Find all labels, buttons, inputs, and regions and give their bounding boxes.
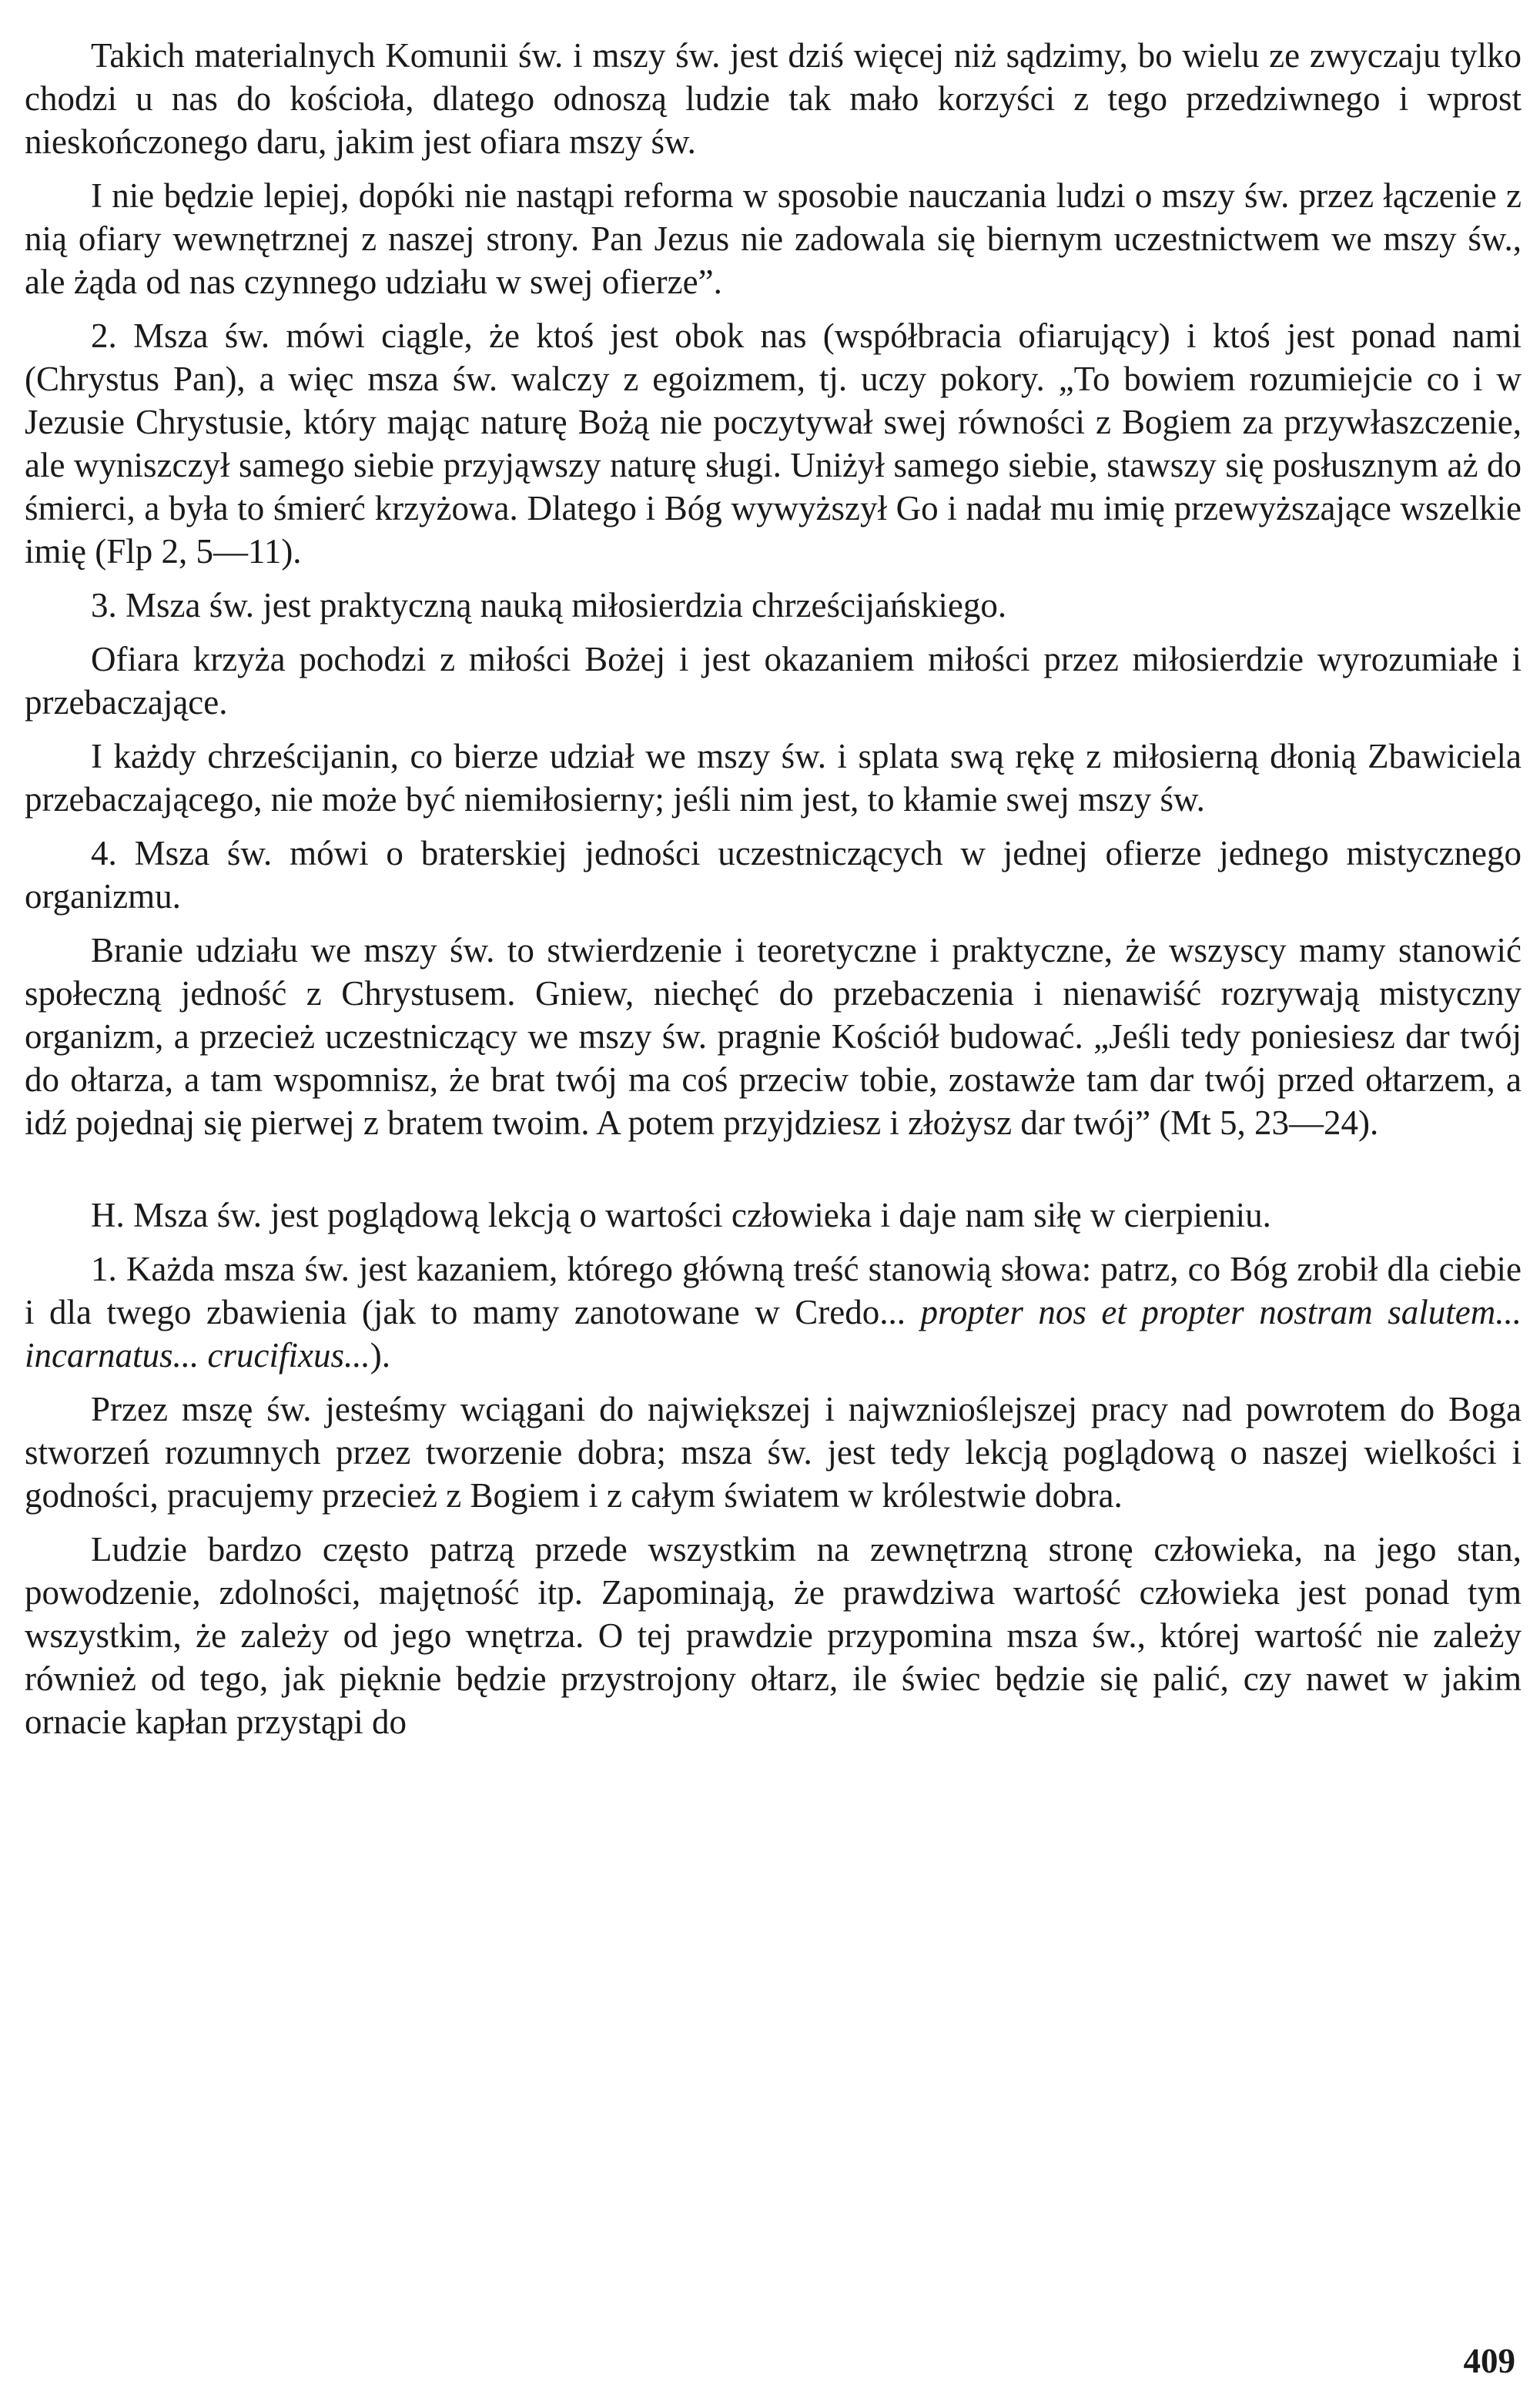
paragraph-1: Takich materialnych Komunii św. i mszy św. jest dziś więcej niż sądzimy, bo wielu ze zwyczaju tylko chodzi u nas do kościoła, dlatego odnoszą ludzie tak mało korzyści z tego przedziwnego i wprost nieskończonego daru, jakim jest ofiara mszy św. [25, 36, 1522, 161]
paragraph-8: Branie udziału we mszy św. to stwierdzenie i teoretyczne i praktyczne, że wszyscy mamy stanowić społeczną jedność z Chrystusem. Gniew, niechęć do przebaczenia i nienawiść rozrywają mistyczny organizm, a przecież uczestniczący we mszy św. pragnie Kościół budować. „Jeśli tedy poniesiesz dar twój do ołtarza, a tam wspomnisz, że brat twój ma coś przeciw tobie, zostawże tam dar twój przed ołtarzem, a idź pojednaj się pierwej z bratem twoim. A potem przyjdziesz i złożysz dar twój” (Mt 5, 23—24). [25, 931, 1522, 1142]
paragraph-6: I każdy chrześcijanin, co bierze udział we mszy św. i splata swą rękę z miłosierną dłonią Zbawiciela przebaczającego, nie może być niemiłosierny; jeśli nim jest, to kłamie swej mszy św. [25, 737, 1522, 819]
paragraph-5: Ofiara krzyża pochodzi z miłości Bożej i jest okazaniem miłości przez miłosierdzie wyrozumiałe i przebaczające. [25, 640, 1522, 722]
paragraph-point-3: 3. Msza św. jest praktyczną nauką miłosierdzia chrześcijańskiego. [91, 586, 1007, 625]
paragraph-point-4: 4. Msza św. mówi o braterskiej jedności uczestniczących w jednej ofierze jednego mistycznego organizmu. [25, 834, 1522, 916]
paragraph-h-point-1-end: ). [370, 1336, 390, 1375]
latin-quote: propter nos et propter nostram salutem... incarnatus... crucifixus... [25, 1293, 1522, 1375]
section-heading-h: H. Msza św. jest poglądową lekcją o wartości człowieka i daje nam siłę w cierpieniu. [91, 1196, 1271, 1234]
paragraph-h-point-1 [25, 1247, 1522, 1377]
paragraph-point-2: 2. Msza św. mówi ciągle, że ktoś jest obok nas (współbracia ofiarujący) i ktoś jest ponad nami (Chrystus Pan), a więc msza św. walczy z egoizmem, tj. uczy pokory. „To bowiem rozumiejcie co i w Jezusie Chrystusie, który mając naturę Bożą nie poczytywał swej równości z Bogiem za przywłaszczenie, ale wyniszczył samego siebie przyjąwszy naturę sługi. Uniżył samego siebie, stawszy się posłusznym aż do śmierci, a była to śmierć krzyżowa. Dlatego i Bóg wywyższył Go i nadał mu imię przewyższające wszelkie imię (Flp 2, 5—11). [25, 316, 1522, 571]
paragraph-11: Przez mszę św. jesteśmy wciągani do największej i najwznioślejszej pracy nad powrotem do Boga stworzeń rozumnych przez tworzenie dobra; msza św. jest tedy lekcją poglądową o naszej wielkości i godności, pracujemy przecież z Bogiem i z całym światem w królestwie dobra. [25, 1390, 1522, 1515]
page-text [25, 34, 1522, 1754]
paragraph-2: I nie będzie lepiej, dopóki nie nastąpi reforma w sposobie nauczania ludzi o mszy św. przez łączenie z nią ofiary wewnętrznej z naszej strony. Pan Jezus nie zadowala się biernym uczestnictwem we mszy św., ale żąda od nas czynnego udziału w swej ofierze”. [25, 176, 1522, 301]
paragraph-h-point-1-text: 1. Każda msza św. jest kazaniem, którego główną treść stanowią słowa: patrz, co Bóg zrobił dla ciebie i dla twego zbawienia (jak to mamy zanotowane w Credo... [25, 1250, 1522, 1331]
paragraph-12: Ludzie bardzo często patrzą przede wszystkim na zewnętrzną stronę człowieka, na jego stan, powodzenie, zdolności, majętność itp. Zapominają, że prawdziwa wartość człowieka jest ponad tym wszystkim, że zależy od jego wnętrza. O tej prawdzie przypomina msza św., której wartość nie zależy również od tego, jak pięknie będzie przystrojony ołtarz, ile świec będzie się palić, czy nawet w jakim ornacie kapłan przystąpi do [25, 1530, 1522, 1741]
page-number: 409 [1463, 2342, 1515, 2380]
